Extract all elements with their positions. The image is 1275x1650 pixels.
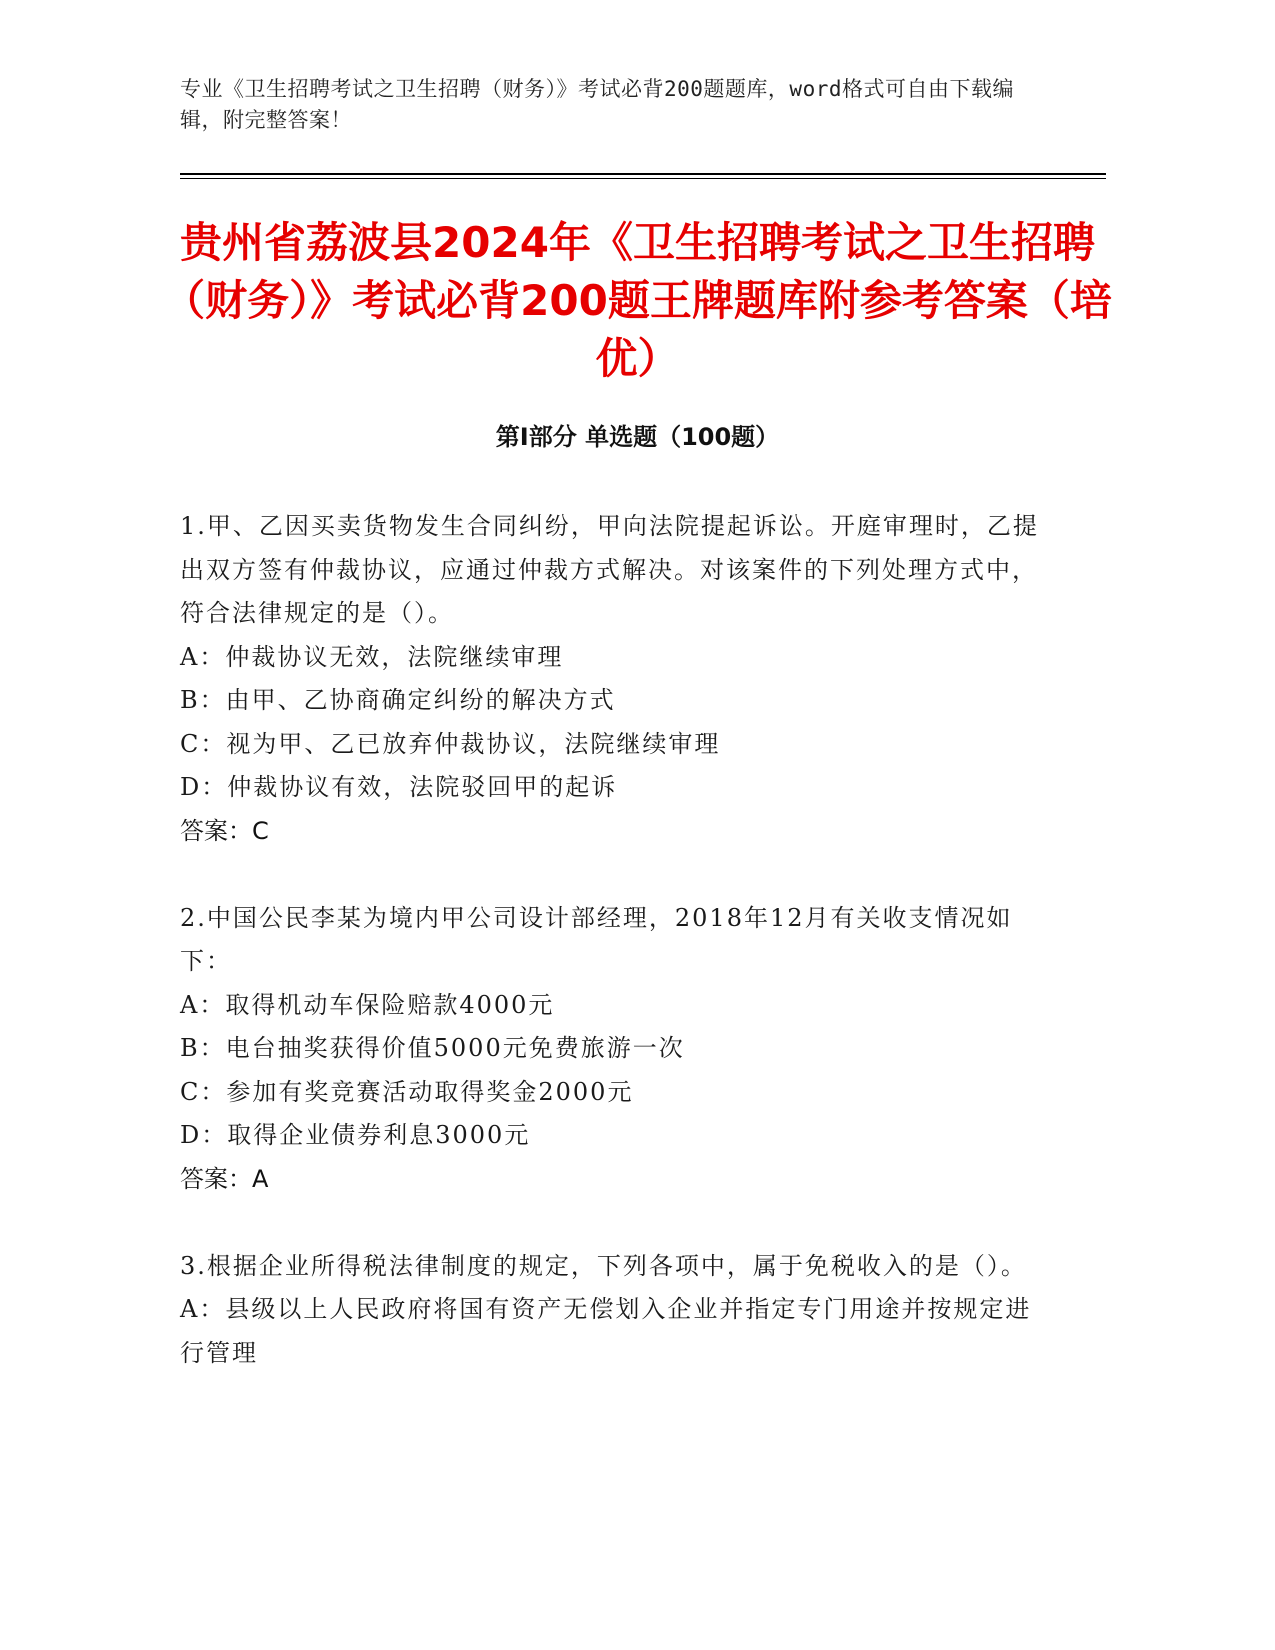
document-title: 贵州省荔波县2024年《卫生招聘考试之卫生招聘（财务）》考试必背200题王牌题库附参考答案（培优） bbox=[163, 218, 1112, 383]
question-stem: 3.根据企业所得税法律制度的规定，下列各项中，属于免税收入的是（）。 bbox=[180, 1251, 1027, 1280]
option-a: A：仲裁协议无效，法院继续审理 bbox=[180, 642, 564, 671]
option-d: D：仲裁协议有效，法院驳回甲的起诉 bbox=[180, 773, 618, 801]
answer: 答案：C bbox=[180, 816, 269, 845]
question-2 bbox=[180, 897, 1040, 1202]
question-stem: 1.甲、乙因买卖货物发生合同纠纷，甲向法院提起诉讼。开庭审理时，乙提出双方签有仲裁协议，应通过仲裁方式解决。对该案件的下列处理方式中，符合法律规定的是（）。 bbox=[180, 512, 1039, 627]
question-list bbox=[180, 505, 1040, 1419]
header-divider-thick bbox=[180, 173, 1106, 175]
answer: 答案：A bbox=[180, 1164, 269, 1193]
section-title: 第Ⅰ部分 单选题（100题） bbox=[495, 423, 780, 451]
question-1 bbox=[180, 505, 1040, 853]
option-d: D：取得企业债券利息3000元 bbox=[180, 1121, 531, 1149]
question-3 bbox=[180, 1245, 1040, 1376]
option-c: C：参加有奖竞赛活动取得奖金2000元 bbox=[180, 1077, 634, 1106]
option-b: B：电台抽奖获得价值5000元免费旅游一次 bbox=[180, 1034, 685, 1062]
option-b: B：由甲、乙协商确定纠纷的解决方式 bbox=[180, 686, 616, 714]
option-a: A：县级以上人民政府将国有资产无偿划入企业并指定专门用途并按规定进行管理 bbox=[180, 1295, 1032, 1367]
option-a: A：取得机动车保险赔款4000元 bbox=[180, 990, 555, 1019]
header-note: 专业《卫生招聘考试之卫生招聘（财务）》考试必背200题题库，word格式可自由下载编辑，附完整答案！ bbox=[180, 77, 1014, 132]
question-stem: 2.中国公民李某为境内甲公司设计部经理，2018年12月有关收支情况如下： bbox=[180, 903, 1013, 975]
header-divider-thin bbox=[180, 178, 1106, 179]
option-c: C：视为甲、乙已放弃仲裁协议，法院继续审理 bbox=[180, 729, 721, 758]
